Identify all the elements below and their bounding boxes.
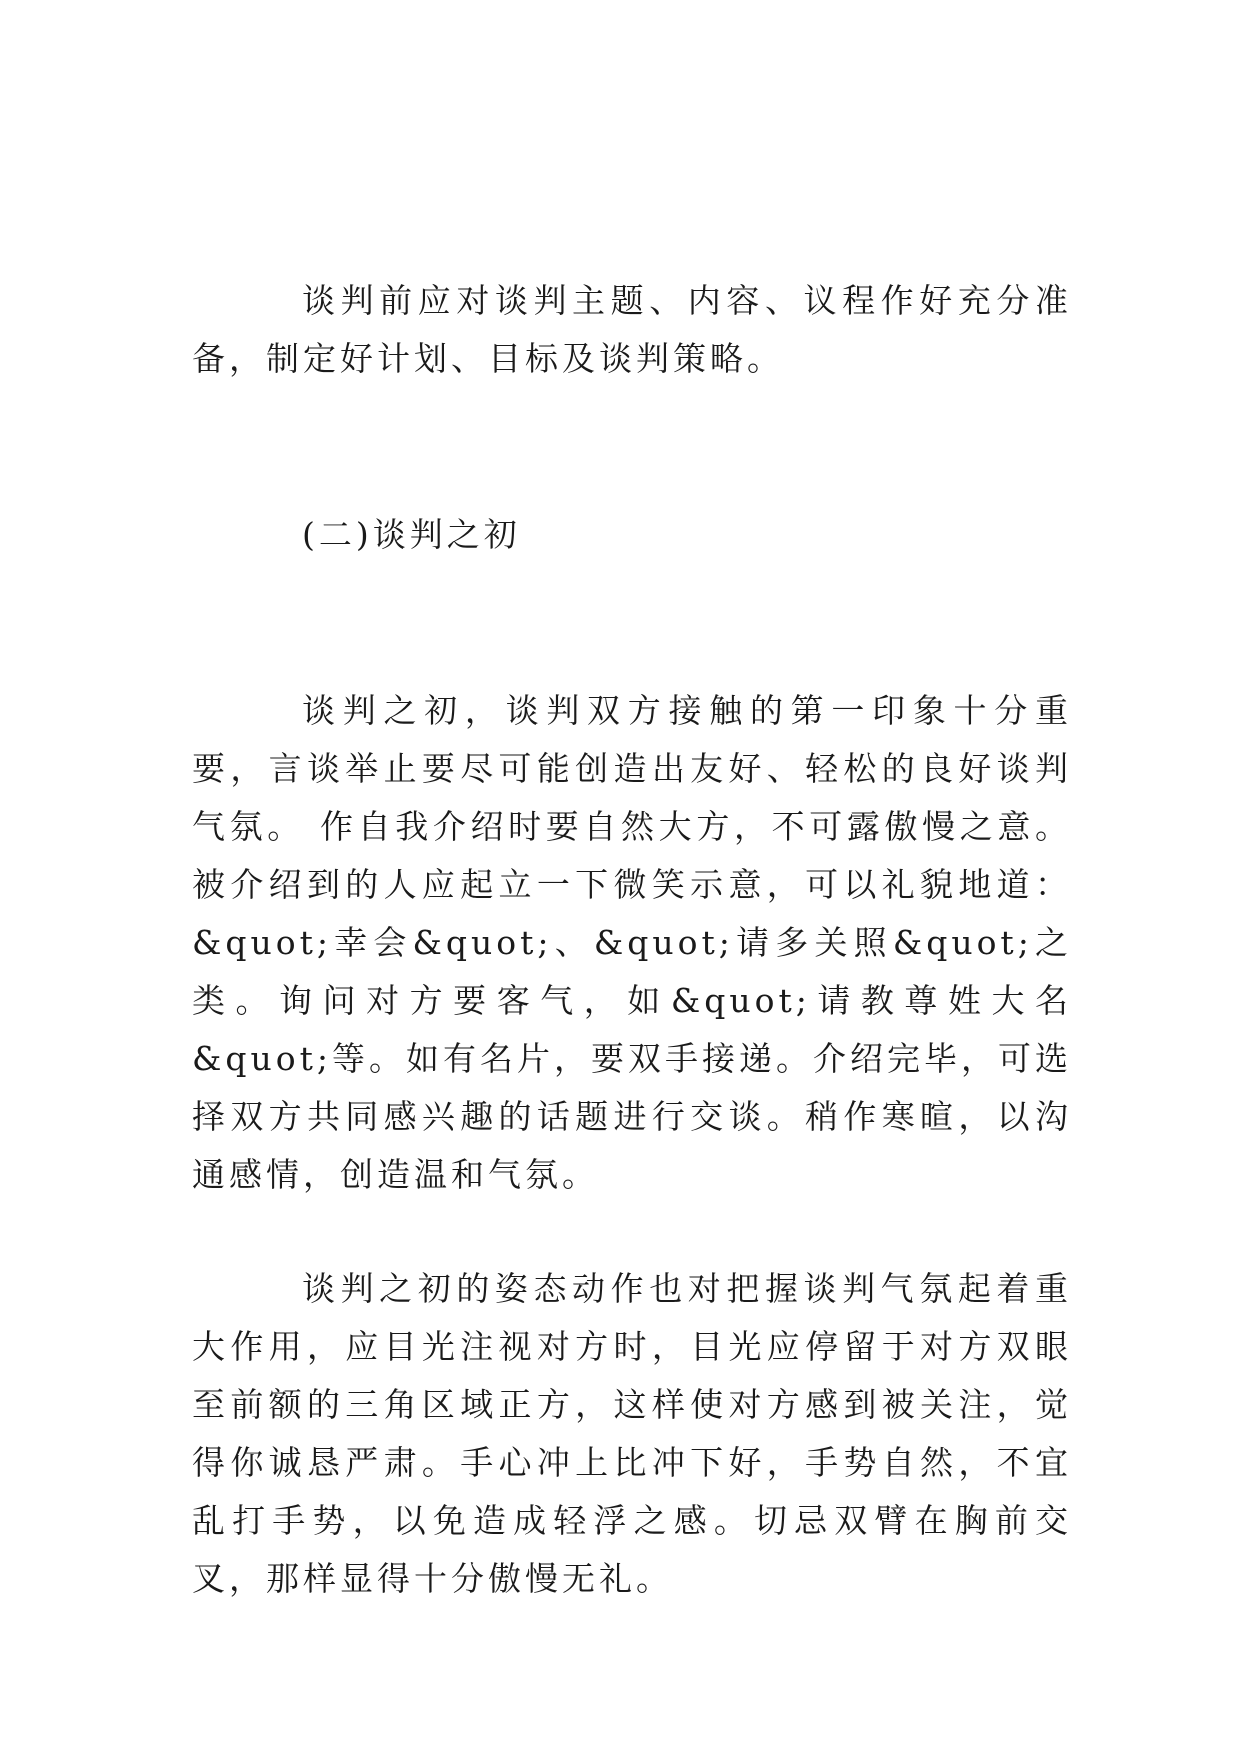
section-heading: (二)谈判之初	[302, 515, 521, 554]
paragraph-posture: 谈判之初的姿态动作也对把握谈判气氛起着重大作用，应目光注视对方时，目光应停留于对方双眼至前额的三角区域正方，这样使对方感到被关注，觉得你诚恳严肃。手心冲上比冲下好，手势自然，不宜乱打手势，以免造成轻浮之感。切忌双臂在胸前交叉，那样显得十分傲慢无礼。	[192, 1269, 1072, 1598]
paragraph-preparation: 谈判前应对谈判主题、内容、议程作好充分准备，制定好计划、目标及谈判策略。	[192, 281, 1072, 378]
paragraph-first-impression: 谈判之初，谈判双方接触的第一印象十分重要，言谈举止要尽可能创造出友好、轻松的良好谈判气氛。 作自我介绍时要自然大方，不可露傲慢之意。被介绍到的人应起立一下微笑示意，可以礼貌地道：&quot;幸会&quot;、&quot;请多关照&quot;之类。询问对方要客气，如&quot;请教尊姓大名&quot;等。如有名片，要双手接递。介绍完毕，可选择双方共同感兴趣的话题进行交谈。稍作寒暄，以沟通感情，创造温和气氛。	[192, 691, 1072, 1194]
